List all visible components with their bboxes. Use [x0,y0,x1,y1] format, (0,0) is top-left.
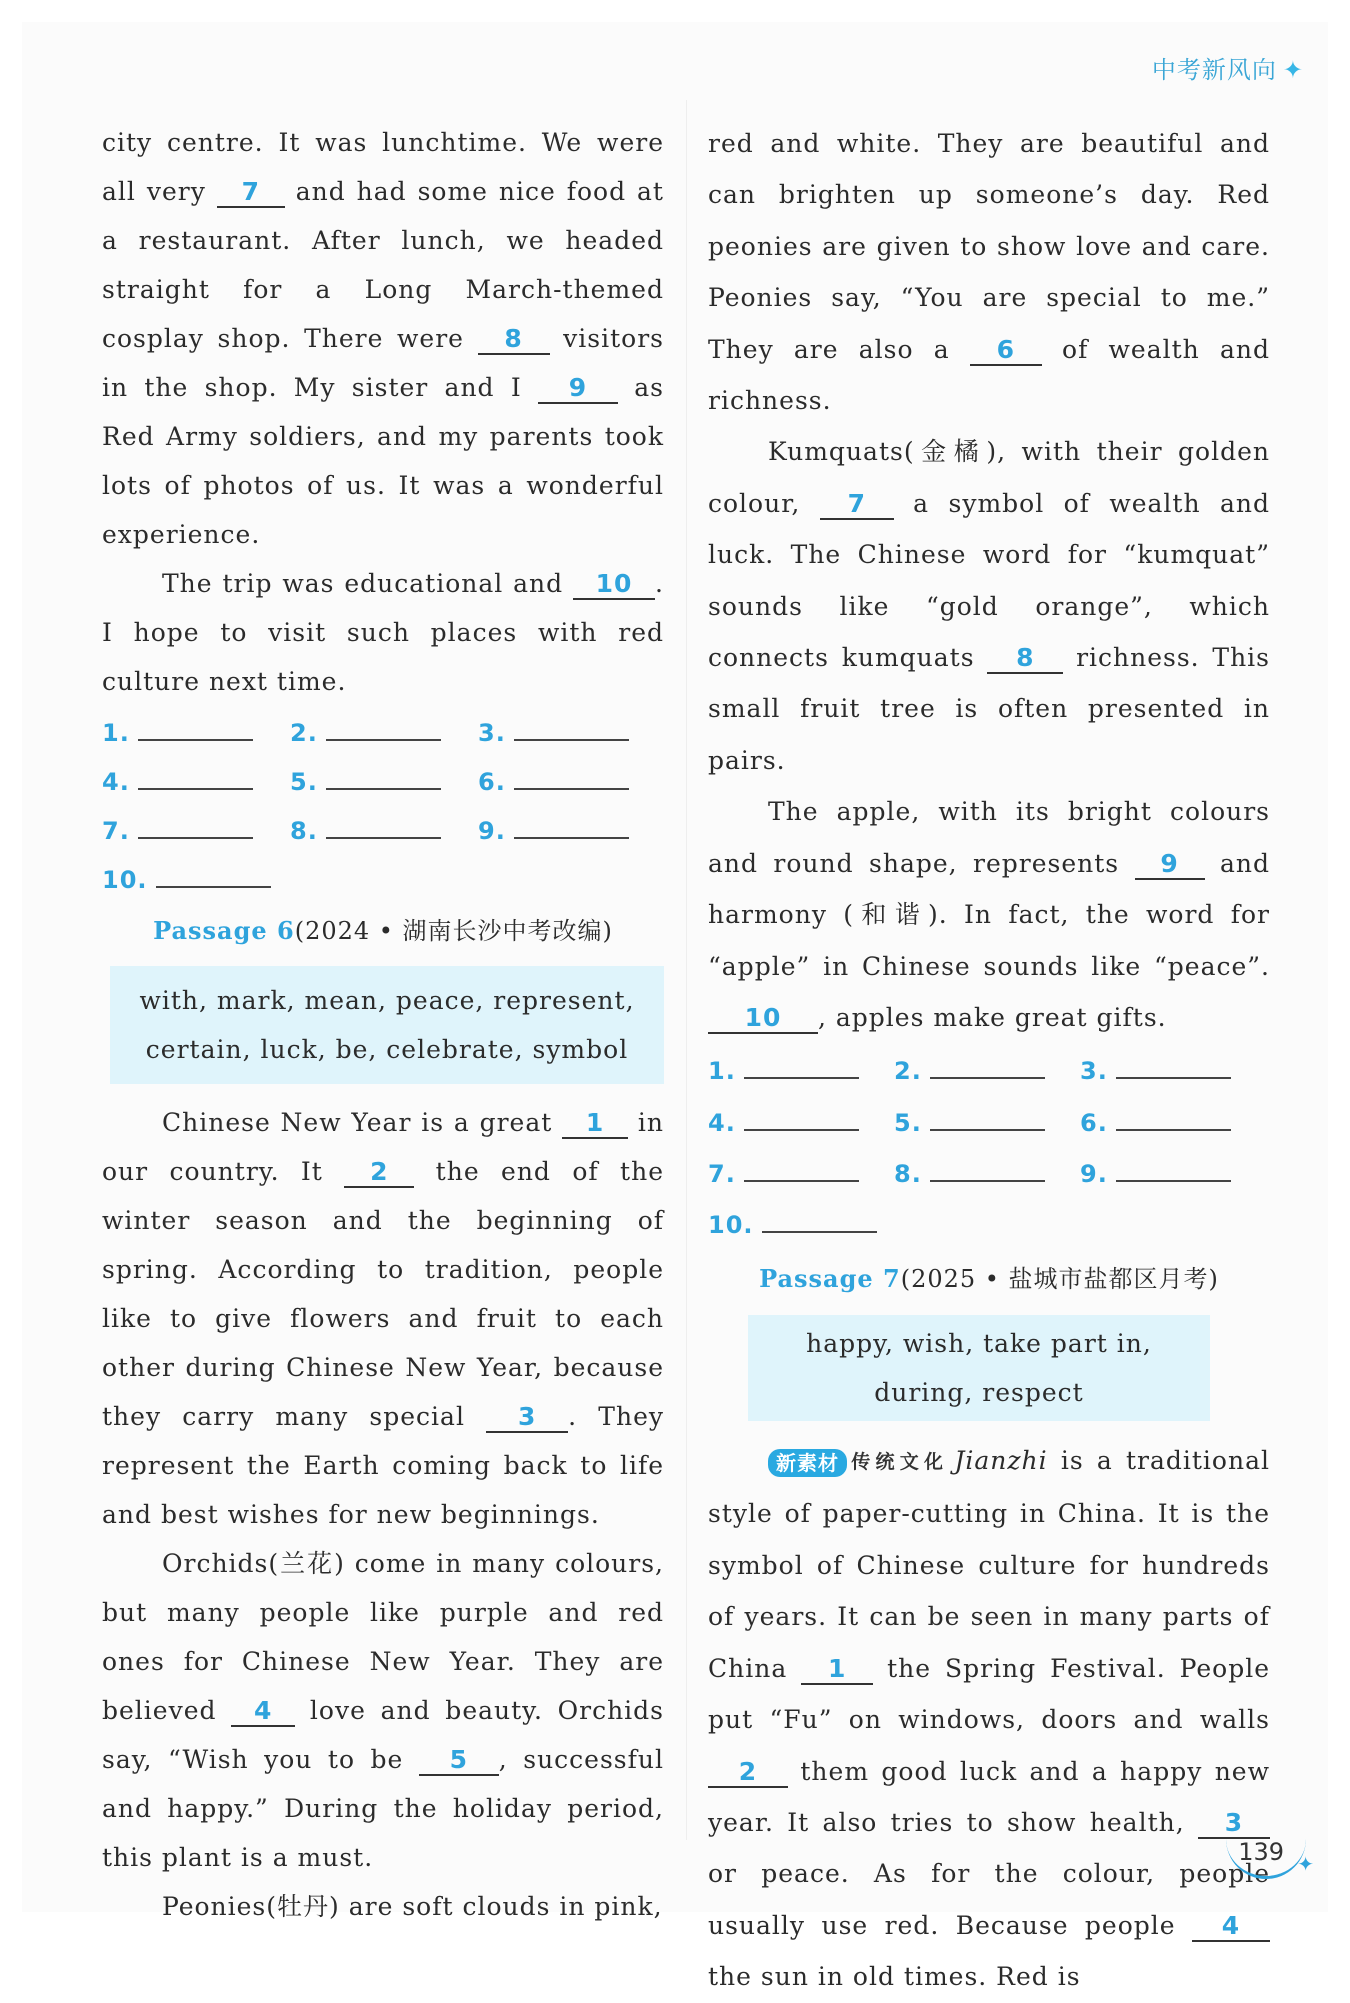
answer-line[interactable] [744,1152,859,1182]
answer-line[interactable] [326,711,441,741]
left-column [102,118,664,1931]
answer-number: 6. [1080,1108,1108,1137]
answer-number: 4. [102,768,130,796]
answer-number: 1. [102,719,130,747]
answer-number: 8. [290,817,318,845]
page-number: 139 [1238,1838,1284,1866]
traditional-culture-label: 传统文化 [847,1451,949,1474]
answer-line[interactable] [930,1049,1045,1079]
blank-10[interactable]: 10 [573,570,655,600]
passage-7-title [708,1253,1270,1305]
blank-8[interactable]: 8 [987,644,1063,674]
answer-number: 3. [1080,1057,1108,1086]
answer-line[interactable] [326,809,441,839]
answer-line[interactable] [1116,1049,1231,1079]
blank-5[interactable]: 5 [419,1746,499,1776]
answer-line[interactable] [744,1101,859,1131]
answer-number: 1. [708,1057,736,1086]
answer-line[interactable] [930,1101,1045,1131]
answer-number: 7. [708,1160,736,1189]
answer-number: 5. [290,768,318,796]
blank-1[interactable]: 1 [801,1655,873,1685]
answer-line[interactable] [138,711,253,741]
answer-line[interactable] [762,1203,877,1233]
answer-grid-left [102,708,664,904]
answer-number: 9. [1080,1160,1108,1189]
passage-7-name: Passage 7 [759,1263,901,1293]
answer-number: 9. [478,817,506,845]
passage-6-source: (2024 • 湖南长沙中考改编) [294,917,613,945]
left-paragraph-2: The trip was educational and 10 . I hope to visit such places with red culture next time. [102,569,664,696]
answer-line[interactable] [514,711,629,741]
blank-7[interactable]: 7 [217,178,285,208]
blank-3[interactable]: 3 [1198,1809,1270,1839]
passage-6-word-box: with, mark, mean, peace, represent, certain, luck, be, celebrate, symbol [110,966,664,1084]
left-paragraph-4: Orchids(兰花) come in many colours, but many people like purple and red ones for Chinese New Year. They are believed 4 love and beauty. Orchids say, “Wish you to be 5 , successful and happy.” During the holiday period, this plant is a must. [102,1549,664,1872]
right-paragraph-3: The apple, with its bright colours and round shape, represents 9 and harmony (和谐). In fact, the word for “apple” in Chinese sounds like “peace”. 10 , apples make great gifts. [708,797,1270,1032]
blank-2[interactable]: 2 [708,1758,788,1788]
sparkle-icon: ✦ [1297,1852,1314,1876]
blank-1[interactable]: 1 [562,1109,628,1139]
answer-line[interactable] [138,809,253,839]
passage-6-name: Passage 6 [153,916,295,945]
answer-number: 2. [894,1057,922,1086]
answer-number: 5. [894,1108,922,1137]
blank-8[interactable]: 8 [478,325,550,355]
header-tag [1152,50,1304,85]
column-divider [686,100,687,1840]
answer-line[interactable] [326,760,441,790]
blank-3[interactable]: 3 [486,1403,568,1433]
answer-line[interactable] [156,858,271,888]
answer-number: 10. [708,1211,754,1240]
left-paragraph-1: city centre. It was lunchtime. We were all very 7 and had some nice food at a restaurant. After lunch, we headed straight for a Long March-themed cosplay shop. There were 8 visitors in the shop. My sister and I 9 as Red Army soldiers, and my parents took lots of photos of us. It was a wonderful experience. [102,128,664,549]
answer-number: 3. [478,719,506,747]
passage-7-source: (2025 • 盐城市盐都区月考) [900,1264,1219,1293]
blank-2[interactable]: 2 [344,1158,414,1188]
blank-9[interactable]: 9 [538,374,618,404]
answer-number: 4. [708,1108,736,1137]
passage-7-word-box: happy, wish, take part in, during, respect [748,1315,1210,1421]
answer-line[interactable] [1116,1152,1231,1182]
answer-line[interactable] [744,1049,859,1079]
passage-6-title [102,906,664,956]
answer-number: 7. [102,817,130,845]
answer-number: 10. [102,866,148,894]
right-column [708,118,1270,2003]
blank-6[interactable]: 6 [970,336,1042,366]
blank-4[interactable]: 4 [1192,1912,1270,1942]
jianzhi-term: Jianzhi [954,1446,1048,1476]
new-material-badge: 新素材 [768,1449,847,1477]
answer-number: 8. [894,1160,922,1189]
blank-7[interactable]: 7 [820,490,894,520]
right-paragraph-1: red and white. They are beautiful and can brighten up someone’s day. Red peonies are given to show love and care. Peonies say, “You are special to me.” They are also a 6 of wealth and richness. [708,129,1270,416]
left-paragraph-5: Peonies(牡丹) are soft clouds in pink, [162,1892,663,1921]
sparkle-icon: ✦ [1282,56,1304,84]
answer-line[interactable] [514,809,629,839]
blank-10[interactable]: 10 [708,1004,818,1034]
answer-line[interactable] [138,760,253,790]
answer-number: 6. [478,768,506,796]
right-paragraph-4: 新素材 传统文化 Jianzhi is a traditional style of paper-cutting in China. It is the symbol of Chinese culture for hundreds of years. It can be seen in many parts of China 1 the Spring Festival. People put “Fu” on windows, doors and walls 2 them good luck and a happy new year. It also tries to show health, 3 or peace. As for the colour, people usually use red. Because people 4 the sun in old times. Red is [708,1446,1270,1992]
answer-line[interactable] [930,1152,1045,1182]
header-tag-text: 中考新风向 [1151,56,1277,84]
left-paragraph-3: Chinese New Year is a great 1 in our country. It 2 the end of the winter season and the beginning of spring. According to tradition, people like to give flowers and fruit to each other during Chinese New Year, because they carry many special 3 . They represent the Earth coming back to life and best wishes for new beginnings. [102,1108,664,1529]
blank-4[interactable]: 4 [231,1697,295,1727]
answer-number: 2. [290,719,318,747]
answer-line[interactable] [1116,1101,1231,1131]
answer-line[interactable] [514,760,629,790]
blank-9[interactable]: 9 [1135,850,1205,880]
answer-grid-right [708,1045,1270,1251]
right-paragraph-2: Kumquats(金橘), with their golden colour, 7 a symbol of wealth and luck. The Chinese word for “kumquat” sounds like “gold orange”, which connects kumquats 8 richness. This small fruit tree is often presented in pairs. [708,437,1270,775]
